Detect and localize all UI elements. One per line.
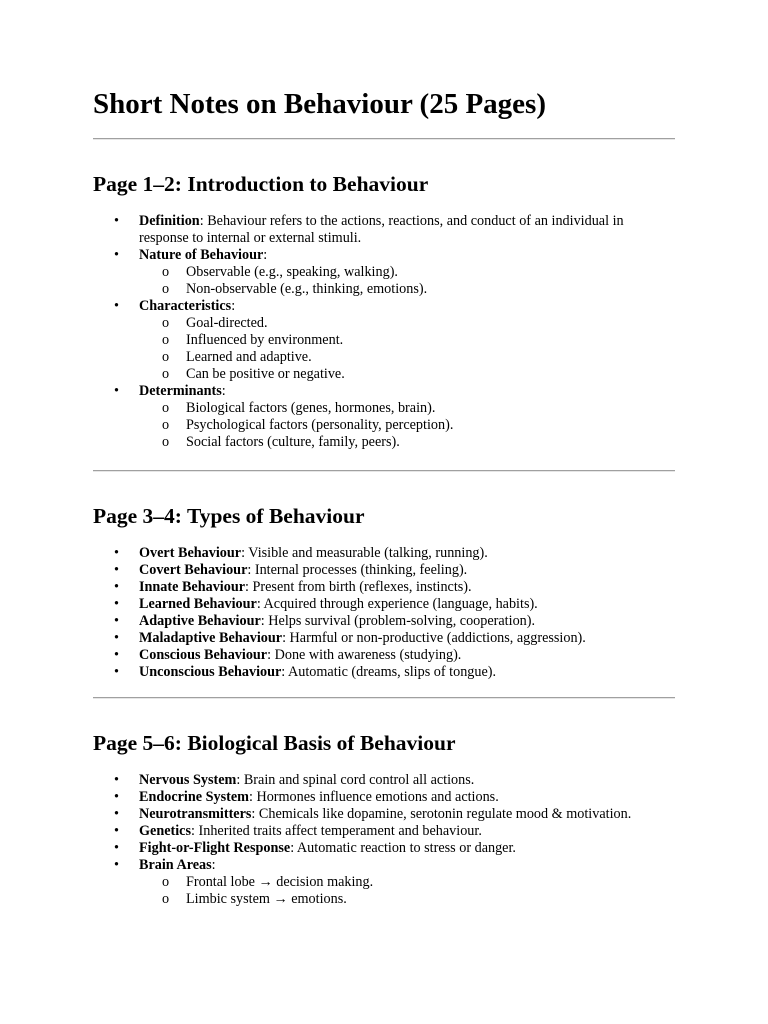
item-term: Adaptive Behaviour — [139, 613, 261, 629]
sub-list-item: o Psychological factors (personality, perception). — [139, 417, 675, 434]
section-divider — [93, 470, 675, 472]
item-term: Overt Behaviour — [139, 545, 242, 561]
item-term: Fight-or-Flight Response — [139, 840, 291, 856]
types-list — [93, 545, 675, 681]
sub-list-item: o Goal-directed. — [139, 315, 675, 332]
item-text: : Present from birth (reflexes, instincts). — [245, 579, 472, 595]
list-item — [93, 664, 675, 681]
item-term: Unconscious Behaviour — [139, 664, 282, 680]
item-term: Innate Behaviour — [139, 579, 246, 595]
item-text: : Acquired through experience (language, habits). — [256, 596, 538, 612]
section-heading-types: Page 3–4: Types of Behaviour — [93, 504, 365, 528]
sub-list-item: o Limbic system → emotions. — [139, 891, 675, 908]
sub-list — [139, 264, 675, 298]
list-item — [93, 383, 675, 451]
item-text: : Automatic (dreams, slips of tongue). — [281, 664, 497, 680]
list-item — [93, 772, 675, 789]
item-term: Characteristics — [139, 298, 232, 314]
item-term: Determinants — [139, 383, 222, 399]
item-term: Brain Areas — [139, 857, 212, 873]
item-text: : Brain and spinal cord control all actions. — [236, 772, 475, 788]
item-term: Genetics — [139, 823, 192, 839]
document-title: Short Notes on Behaviour (25 Pages) — [93, 88, 546, 120]
item-text: : Done with awareness (studying). — [267, 647, 462, 663]
item-text: : Visible and measurable (talking, running). — [241, 545, 488, 561]
item-term: Conscious Behaviour — [139, 647, 268, 663]
sub-list-item: o Influenced by environment. — [139, 332, 675, 349]
sub-list-item: o Social factors (culture, family, peers). — [139, 434, 675, 451]
item-text: : — [221, 383, 226, 399]
list-item — [93, 823, 675, 840]
list-item — [93, 579, 675, 596]
list-item — [93, 562, 675, 579]
list-item — [93, 596, 675, 613]
sub-list — [139, 315, 675, 383]
list-item — [93, 857, 675, 908]
section-heading-introduction: Page 1–2: Introduction to Behaviour — [93, 172, 429, 196]
section-heading-biological-basis: Page 5–6: Biological Basis of Behaviour — [93, 731, 456, 755]
item-text: : Hormones influence emotions and actions. — [248, 789, 499, 805]
list-item — [93, 647, 675, 664]
item-term: Covert Behaviour — [139, 562, 248, 578]
list-item — [93, 806, 675, 823]
item-term: Maladaptive Behaviour — [139, 630, 283, 646]
section-divider — [93, 138, 675, 140]
introduction-list — [93, 213, 675, 451]
item-text: : — [231, 298, 236, 314]
biological-basis-list — [93, 772, 675, 908]
item-text: : Behaviour refers to the actions, reactions, and conduct of an individual in response to internal or external stimuli. — [139, 213, 624, 246]
item-text: : Internal processes (thinking, feeling). — [247, 562, 468, 578]
sub-list-item: o Non-observable (e.g., thinking, emotions). — [139, 281, 675, 298]
section-divider — [93, 697, 675, 699]
sub-list-item: o Frontal lobe → decision making. — [139, 874, 675, 891]
list-item — [93, 613, 675, 630]
sub-list-item: o Can be positive or negative. — [139, 366, 675, 383]
item-term: Endocrine System — [139, 789, 249, 805]
item-term: Neurotransmitters — [139, 806, 252, 822]
list-item — [93, 630, 675, 647]
list-item — [93, 840, 675, 857]
list-item — [93, 789, 675, 806]
sub-list-item: o Learned and adaptive. — [139, 349, 675, 366]
item-term: Nature of Behaviour — [139, 247, 264, 263]
item-text: : Helps survival (problem-solving, cooperation). — [260, 613, 536, 629]
list-item — [93, 213, 675, 247]
item-term: Nervous System — [139, 772, 237, 788]
item-text: : — [211, 857, 216, 873]
item-term: Definition — [139, 213, 200, 229]
item-text: : Chemicals like dopamine, serotonin regulate mood & motivation. — [251, 806, 632, 822]
item-text: : Harmful or non-productive (addictions, aggression). — [282, 630, 586, 646]
item-text: : — [263, 247, 268, 263]
sub-list-item: o Biological factors (genes, hormones, brain). — [139, 400, 675, 417]
sub-list-item: o Observable (e.g., speaking, walking). — [139, 264, 675, 281]
list-item — [93, 298, 675, 383]
list-item — [93, 545, 675, 562]
item-term: Learned Behaviour — [139, 596, 257, 612]
list-item — [93, 247, 675, 298]
sub-list — [139, 874, 675, 908]
sub-list — [139, 400, 675, 451]
item-text: : Inherited traits affect temperament and behaviour. — [191, 823, 482, 839]
item-text: : Automatic reaction to stress or danger. — [290, 840, 516, 856]
